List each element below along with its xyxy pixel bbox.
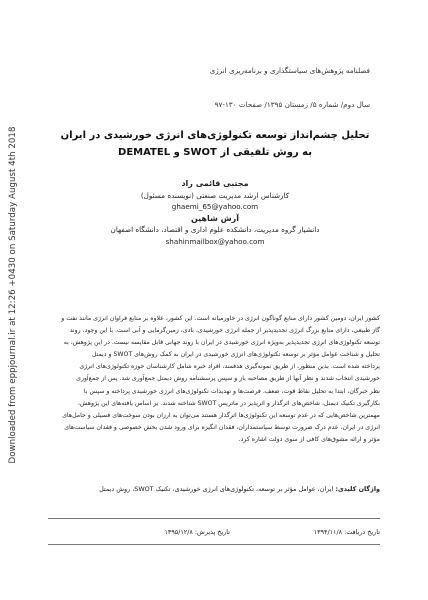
author-1-role: کارشناس ارشد مدیریت صنعتی (نویسنده مسئول): [140, 190, 290, 200]
abstract-line: مؤثر و ارائه مشوق‌های کافی از سوی دولت اشاره کرد.: [238, 435, 380, 443]
author-1-email[interactable]: ghaemi_65@yahoo.com: [171, 202, 259, 212]
received-date: تاریخ دریافت: ۱۳۹۴/۱۱/۸: [313, 528, 380, 536]
article-title-line-1: تحلیل چشم‌انداز توسعه تکنولوژی‌های انرژی خورشیدی در ایران: [60, 130, 370, 141]
author-1-name: مجتبی قائمی راد: [181, 179, 249, 188]
abstract: [48, 313, 380, 446]
abstract-line: مهمترین شاخص‌هایی که در عدم توسعه این تکنولوژی‌ها اثرگذار هستند می‌توان به ارزان بودن سوخت‌های فسیلی و حامل‌های: [62, 411, 380, 419]
abstract-line: کشور ایران، دومین کشور دارای منابع گوناگون انرژی در خاورمیانه است. این کشور، علاوه بر منابع فراوان انرژی مانند نفت و: [61, 315, 380, 322]
author-2-email[interactable]: shahinmailbox@yahoo.com: [165, 236, 265, 246]
keywords: [48, 485, 380, 493]
divider-top: [48, 518, 380, 519]
abstract-line: پرداخته شده است. بدین منظور، از طریق نمونه‌گیری هدفمند، افراد خبره شامل کارشناسان حوزه تکنولوژی‌های انرژی: [79, 363, 380, 371]
divider-bottom: [48, 544, 380, 545]
author-2-name: آرش شاهین: [190, 213, 240, 223]
journal-name: فصلنامه پژوهش‌های سیاستگذاری و برنامه‌ریزی انرژی: [209, 66, 370, 75]
abstract-line: خورشیدی انتخاب شدند و نظر آنها از طریق مصاحبه باز و سپس پرسشنامه روش دیمتل جمع‌آوری شد. پس از جمع‌آوری: [76, 375, 380, 383]
abstract-line: بکارگیری تکنیک دیمتل، شاخص‌های اثرگذار و اثرپذیر در ماتریس SWOT شناخته شدند. بر اساس یافته‌های این پژوهش،: [77, 399, 380, 407]
article-title: [60, 127, 370, 161]
article-title-line-2: به روش تلفیقی از SWOT و DEMATEL: [118, 147, 312, 158]
accepted-date: تاریخ پذیرش: ۱۳۹۵/۱۲/۸: [164, 528, 230, 536]
download-watermark: [2, 115, 24, 475]
keywords-text: ایران، عوامل مؤثر بر توسعه، تکنولوژی‌های انرژی خورشیدی، تکنیک SWOT، روش دیمتل: [99, 485, 334, 493]
keywords-label: واژگان کلیدی:: [335, 485, 380, 493]
abstract-line: تحلیل و شناخت عوامل مؤثر بر توسعه تکنولوژی‌های انرژی خورشیدی در ایران به کمک روش‌های SWOT و دیمتل: [91, 351, 380, 359]
abstract-line: انرژی در ایران، عدم درک ضرورت توسط سیاستمداران، فقدان انگیزه برای ورود شدن بخش خصوصی و فقدان سیاست‌های: [64, 423, 380, 431]
author-block: [60, 178, 370, 248]
journal-header: [70, 66, 370, 80]
issue-info: سال دوم/ شماره ۵/ زمستان ۱۳۹۵/ صفحات ۱۳۰-۹۷: [214, 100, 370, 109]
abstract-line: نظر خبرگان، ابتدا به تحلیل نقاط قوت، ضعف، فرصت‌ها و تهدیدات تکنولوژی‌های انرژی خورشیدی پرداخته و سپس با: [83, 387, 380, 395]
author-2-role: دانشیار گروه مدیریت، دانشکده علوم اداری و اقتصاد، دانشگاه اصفهان: [110, 225, 320, 235]
download-watermark-text: Downloaded from eppjournal.ir at 12:26 +0430 on Saturday August 4th 2018: [8, 126, 18, 464]
abstract-line: گاز طبیعی، دارای منابع بزرگ انرژی تجدیدپذیر از جمله انرژی خورشیدی، بادی، زمین‌گرمایی و آبی است. با این وجود، روند: [69, 327, 380, 335]
abstract-line: توسعه تکنولوژی‌های انرژی تجدیدپذیر به‌ویژه انرژی خورشیدی در ایران با روند جهانی قابل مقایسه نیست. در این پژوهش، به: [63, 339, 380, 347]
